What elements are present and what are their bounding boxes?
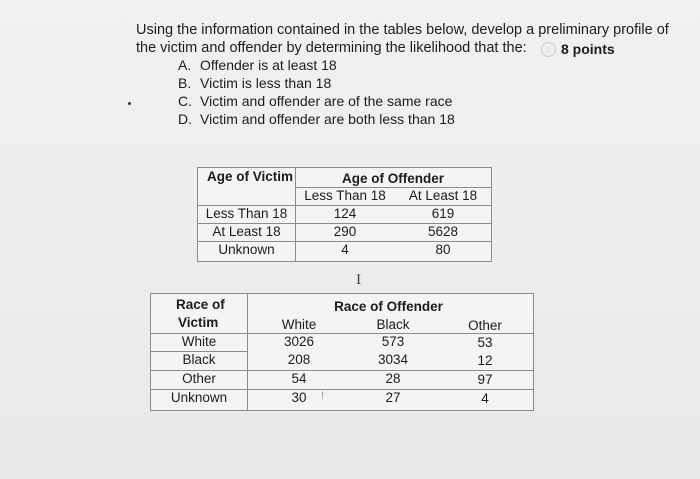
table-cell: 53 xyxy=(477,335,493,350)
table-cell: 619 xyxy=(431,206,455,221)
corner-header-line-1: Race of xyxy=(176,297,225,312)
table-cell: 27 xyxy=(385,390,401,405)
option-d xyxy=(178,110,455,128)
table-cell: 124 xyxy=(333,206,357,221)
race-table xyxy=(150,293,534,411)
corner-header: Age of Victim xyxy=(207,169,294,184)
column-header: White xyxy=(281,317,317,332)
row-label: Less Than 18 xyxy=(205,206,288,221)
table-cell: 208 xyxy=(287,352,311,367)
question-line-2: the victim and offender by determining the likelihood that the: xyxy=(136,40,527,56)
group-header: Race of Offender xyxy=(334,299,443,314)
table-cell: 54 xyxy=(291,371,307,386)
option-letter: A. xyxy=(178,57,192,73)
column-header: At Least 18 xyxy=(408,188,478,203)
row-label: White xyxy=(181,334,217,349)
table-cell: 30 xyxy=(291,390,307,405)
table-cell: 290 xyxy=(333,224,357,239)
table-cell: 80 xyxy=(435,242,451,257)
row-label: Black xyxy=(182,352,216,367)
circle-badge-icon: ○ xyxy=(541,42,556,57)
option-text: Offender is at least 18 xyxy=(200,57,337,73)
column-header: Less Than 18 xyxy=(304,188,386,203)
corner-header-line-2: Victim xyxy=(178,315,219,330)
option-letter: D. xyxy=(178,111,192,127)
table-cell: 5628 xyxy=(427,224,459,239)
table-cell: 4 xyxy=(341,242,349,257)
question-line-1: Using the information contained in the tables below, develop a preliminary profile of xyxy=(136,22,669,38)
table-cell: 3026 xyxy=(283,334,315,349)
answer-options xyxy=(178,56,455,128)
option-text: Victim and offender are of the same race xyxy=(200,93,453,109)
table-cell: 3034 xyxy=(377,352,409,367)
bullet-dot-icon xyxy=(128,102,131,105)
table-cell: 12 xyxy=(477,353,493,368)
table-cell: 573 xyxy=(381,334,405,349)
row-label: Other xyxy=(182,371,216,386)
table-cell: 97 xyxy=(477,372,493,387)
points-label: 8 points xyxy=(561,41,615,57)
option-text: Victim is less than 18 xyxy=(200,75,332,91)
text-cursor-icon: I xyxy=(356,273,362,288)
option-text: Victim and offender are both less than 18 xyxy=(200,111,455,127)
age-table xyxy=(197,167,492,262)
row-label: Unknown xyxy=(218,242,275,257)
table-cell: 28 xyxy=(385,371,401,386)
option-b xyxy=(178,74,455,92)
row-label: At Least 18 xyxy=(212,224,281,239)
pen-mark-icon: ! xyxy=(321,390,325,402)
row-label: Unknown xyxy=(170,390,228,405)
option-letter: C. xyxy=(178,93,192,109)
option-a xyxy=(178,56,455,74)
option-letter: B. xyxy=(178,75,192,91)
table-cell: 4 xyxy=(481,391,489,406)
group-header: Age of Offender xyxy=(341,171,444,186)
column-header: Other xyxy=(468,318,502,333)
option-c xyxy=(178,92,455,110)
column-header: Black xyxy=(376,317,410,332)
